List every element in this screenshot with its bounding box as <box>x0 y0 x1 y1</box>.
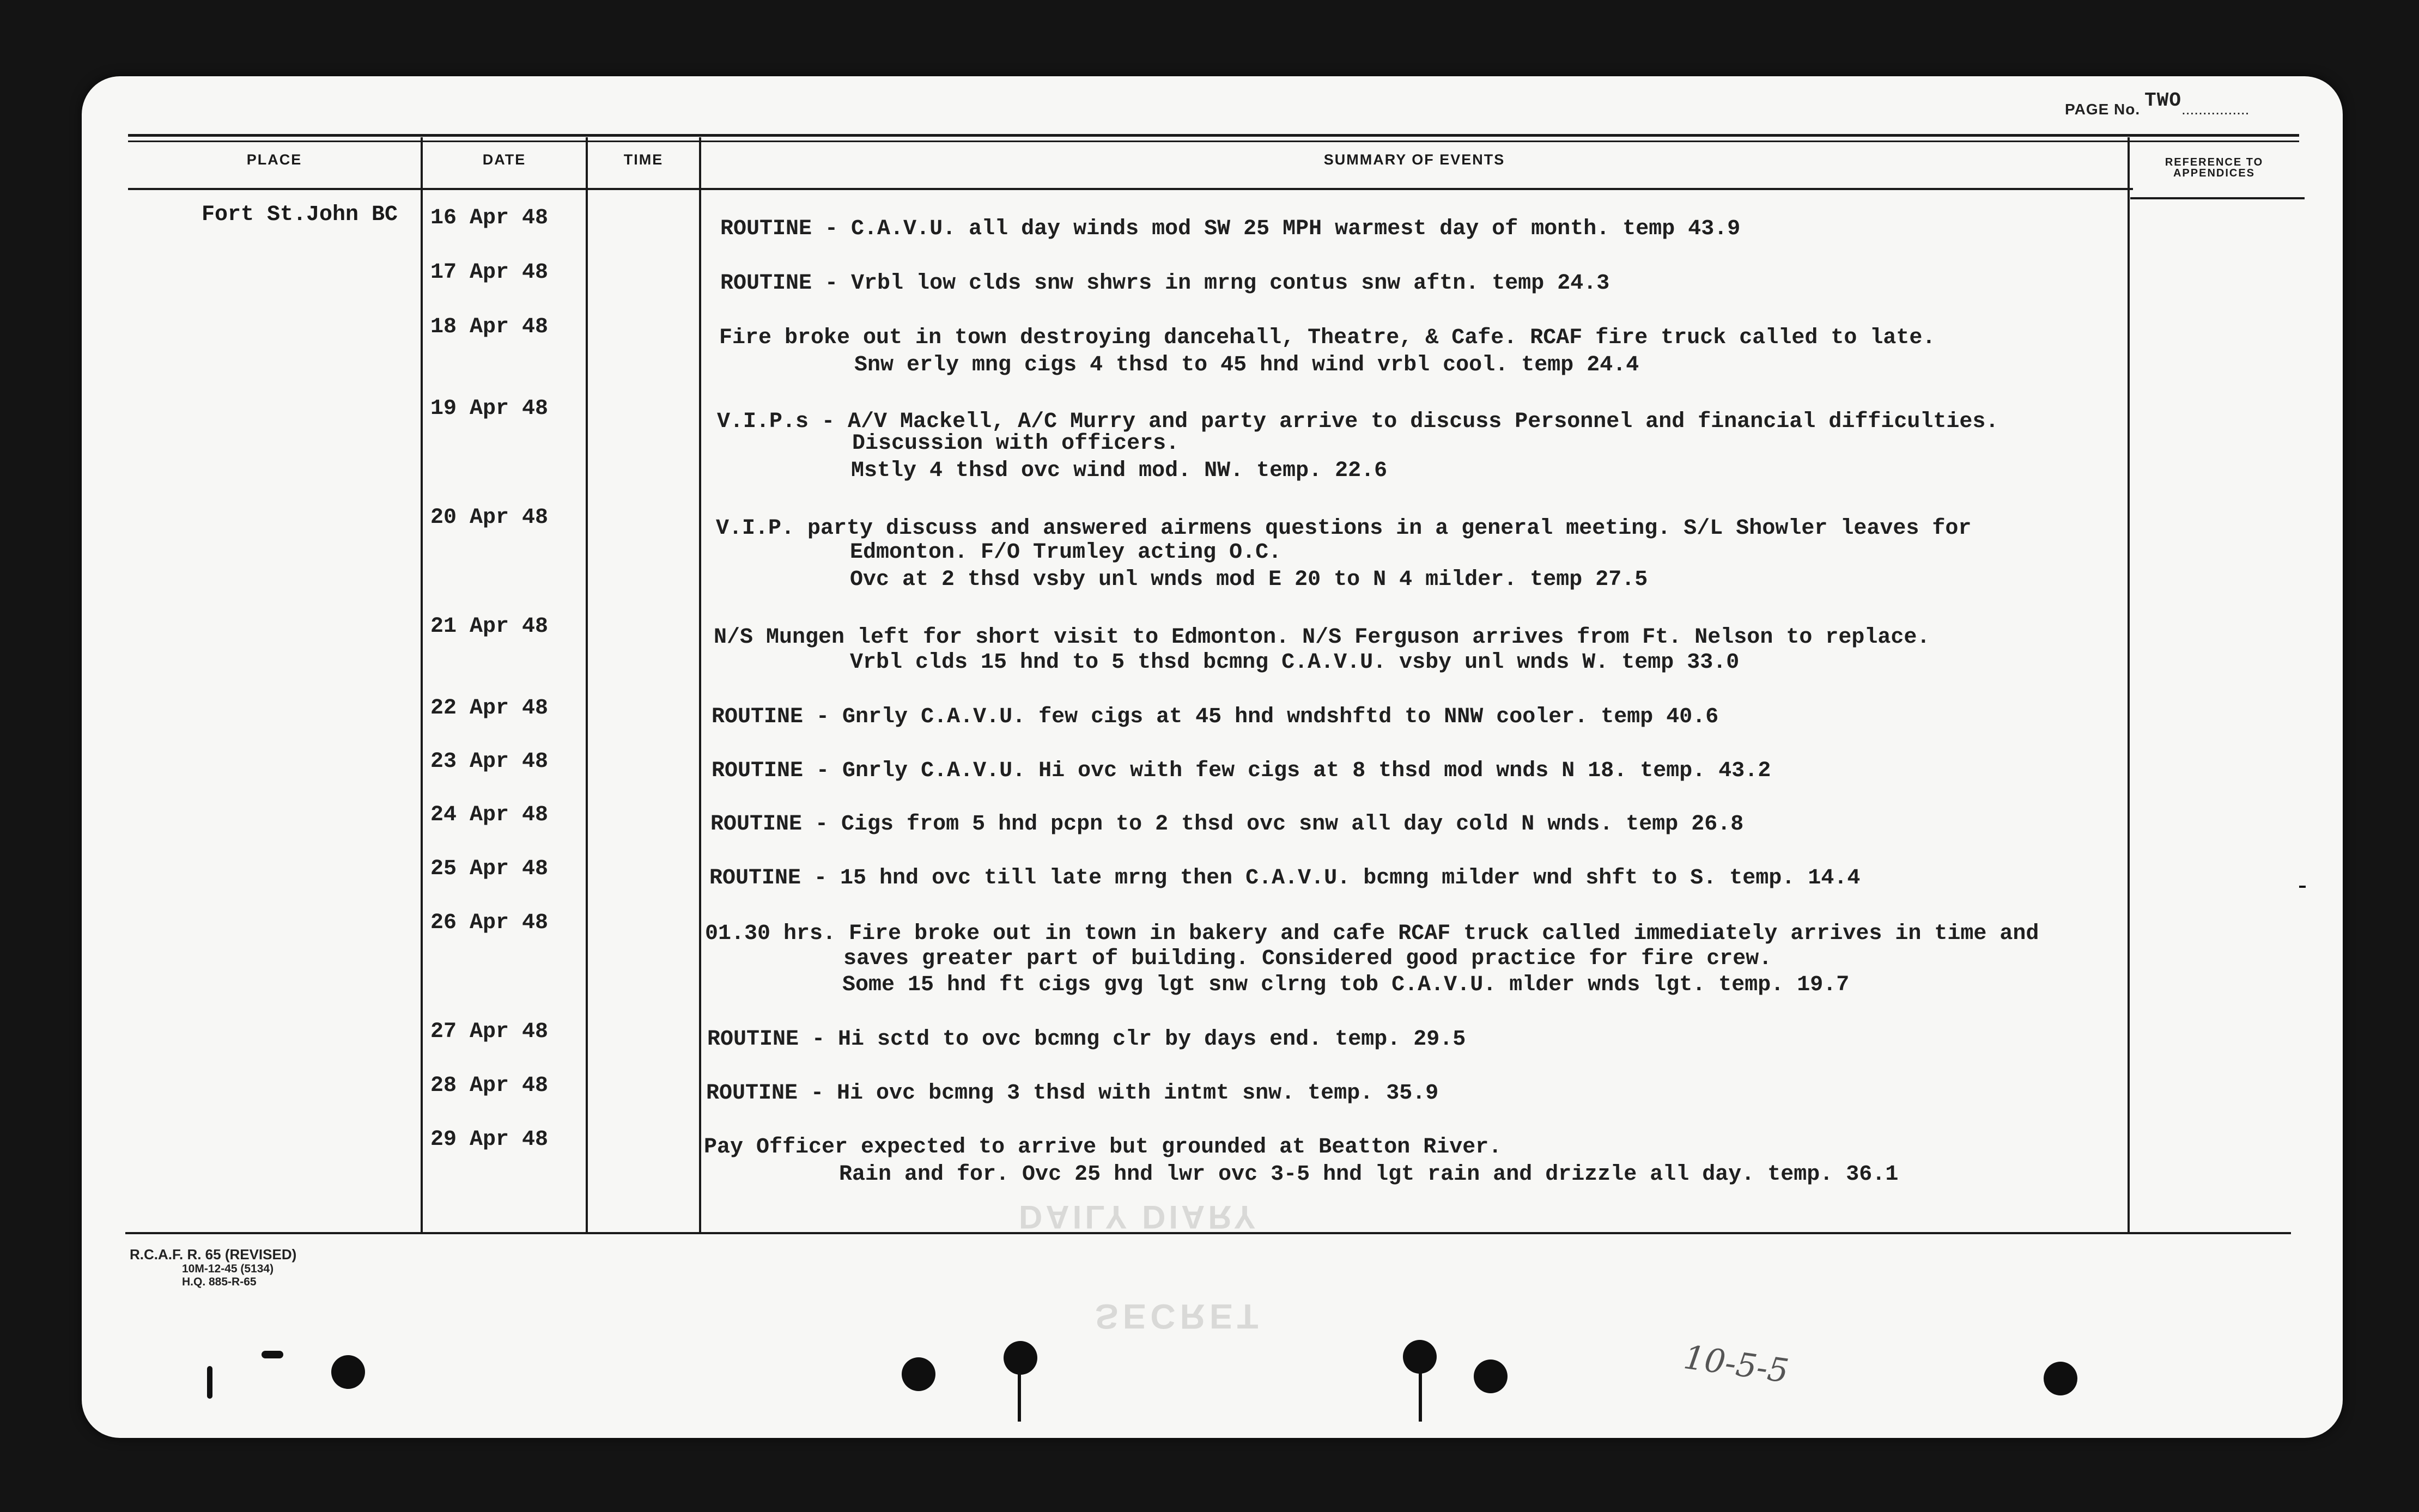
summary-line: Snw erly mng cigs 4 thsd to 45 hnd wind vrbl cool. temp 24.4 <box>854 353 1639 377</box>
summary-line: Edmonton. F/O Trumley acting O.C. <box>850 540 1282 565</box>
date-cell: 23 Apr 48 <box>430 749 549 774</box>
handwritten-note: 10-5-5 <box>1681 1338 1791 1391</box>
header-bottom-rule <box>128 188 2133 190</box>
date-cell: 22 Apr 48 <box>430 696 549 721</box>
summary-line: 01.30 hrs. Fire broke out in town in bakery and cafe RCAF truck called immediately arrives in time and <box>705 922 2039 946</box>
ink-mark <box>1018 1373 1021 1422</box>
ink-mark <box>207 1366 212 1399</box>
page-number-value: TWO <box>2144 89 2181 112</box>
punch-hole <box>1403 1340 1437 1374</box>
summary-line: ROUTINE - Hi ovc bcmng 3 thsd with intmt snw. temp. 35.9 <box>706 1081 1439 1106</box>
summary-line: saves greater part of building. Considered good practice for fire crew. <box>843 947 1772 971</box>
summary-line: ROUTINE - Gnrly C.A.V.U. Hi ovc with few cigs at 8 thsd mod wnds N 18. temp. 43.2 <box>712 759 1771 783</box>
header-reference <box>2130 157 2299 179</box>
header-date: DATE <box>482 151 526 168</box>
summary-line: V.I.P. party discuss and answered airmens questions in a general meeting. S/L Showler leaves for <box>716 516 1972 541</box>
summary-line: V.I.P.s - A/V Mackell, A/C Murry and party arrive to discuss Personnel and financial difficulties. <box>717 410 1999 434</box>
form-code-hq-number: H.Q. 885-R-65 <box>182 1276 257 1288</box>
form-code-print-run: 10M-12-45 (5134) <box>182 1263 274 1275</box>
punch-hole <box>2044 1362 2077 1395</box>
summary-line: ROUTINE - Gnrly C.A.V.U. few cigs at 45 hnd wndshftd to NNW cooler. temp 40.6 <box>712 705 1719 729</box>
date-cell: 20 Apr 48 <box>430 505 549 530</box>
date-cell: 27 Apr 48 <box>430 1020 549 1044</box>
header-time: TIME <box>623 151 664 168</box>
summary-reference-divider <box>2128 137 2130 1232</box>
date-time-divider <box>586 137 588 1232</box>
punch-hole <box>1474 1359 1508 1393</box>
punch-hole <box>1004 1341 1037 1375</box>
form-code-title: R.C.A.F. R. 65 (REVISED) <box>130 1246 297 1263</box>
summary-line: Fire broke out in town destroying dancehall, Theatre, & Cafe. RCAF fire truck called to late. <box>719 326 1936 350</box>
date-cell: 19 Apr 48 <box>430 397 549 421</box>
ink-mark <box>262 1351 283 1358</box>
summary-line: Mstly 4 thsd ovc wind mod. NW. temp. 22.6 <box>851 459 1388 483</box>
page-number-label: PAGE No. <box>2065 101 2141 118</box>
summary-line: Vrbl clds 15 hnd to 5 thsd bcmng C.A.V.U. vsby unl wnds W. temp 33.0 <box>850 650 1740 675</box>
top-double-rule <box>128 134 2299 137</box>
time-summary-divider <box>699 137 701 1232</box>
summary-line: Ovc at 2 thsd vsby unl wnds mod E 20 to N 4 milder. temp 27.5 <box>850 568 1648 592</box>
date-cell: 29 Apr 48 <box>430 1127 549 1152</box>
reference-header-rule <box>2130 197 2305 199</box>
date-cell: 26 Apr 48 <box>430 911 549 935</box>
summary-line: Pay Officer expected to arrive but grounded at Beatton River. <box>704 1135 1502 1160</box>
date-cell: 16 Apr 48 <box>430 206 549 230</box>
date-cell: 17 Apr 48 <box>430 260 549 285</box>
summary-line: ROUTINE - 15 hnd ovc till late mrng then C.A.V.U. bcmng milder wnd shft to S. temp. 14.4 <box>709 866 1861 891</box>
summary-line: N/S Mungen left for short visit to Edmonton. N/S Ferguson arrives from Ft. Nelson to replace. <box>714 625 1930 650</box>
summary-line: ROUTINE - Cigs from 5 hnd pcpn to 2 thsd ovc snw all day cold N wnds. temp 26.8 <box>710 812 1744 837</box>
date-cell: 28 Apr 48 <box>430 1074 549 1098</box>
header-reference-line2: APPENDICES <box>2173 167 2256 179</box>
show-through-text: DAILY DIARY <box>1019 1199 1259 1235</box>
summary-line: Discussion with officers. <box>852 431 1180 456</box>
top-rule-thin <box>128 141 2299 142</box>
summary-line: ROUTINE - Vrbl low clds snw shwrs in mrng contus snw aftn. temp 24.3 <box>720 271 1610 296</box>
header-reference-line1: REFERENCE TO <box>2165 156 2264 168</box>
punch-hole <box>331 1355 365 1389</box>
page-number <box>2065 89 2250 120</box>
punch-hole <box>902 1357 935 1391</box>
date-cell: 25 Apr 48 <box>430 857 549 881</box>
date-cell: 18 Apr 48 <box>430 315 549 339</box>
place-date-divider <box>421 137 423 1232</box>
page-number-dots: ................ <box>2181 101 2250 118</box>
place-cell: Fort St.John BC <box>202 203 398 227</box>
header-place: PLACE <box>246 151 302 168</box>
summary-line: ROUTINE - C.A.V.U. all day winds mod SW 25 MPH warmest day of month. temp 43.9 <box>720 217 1741 241</box>
date-cell: 21 Apr 48 <box>430 614 549 639</box>
form-code <box>130 1246 296 1289</box>
summary-line: Some 15 hnd ft cigs gvg lgt snw clrng tob C.A.V.U. mlder wnds lgt. temp. 19.7 <box>842 973 1850 997</box>
header-summary: SUMMARY OF EVENTS <box>1323 151 1505 168</box>
ink-mark <box>1419 1370 1422 1422</box>
ink-mark <box>2299 886 2306 888</box>
summary-line: ROUTINE - Hi sctd to ovc bcmng clr by days end. temp. 29.5 <box>707 1027 1466 1052</box>
date-cell: 24 Apr 48 <box>430 803 549 827</box>
show-through-text: SECRET <box>1095 1297 1263 1336</box>
summary-line: Rain and for. Ovc 25 hnd lwr ovc 3-5 hnd lgt rain and drizzle all day. temp. 36.1 <box>839 1162 1899 1187</box>
